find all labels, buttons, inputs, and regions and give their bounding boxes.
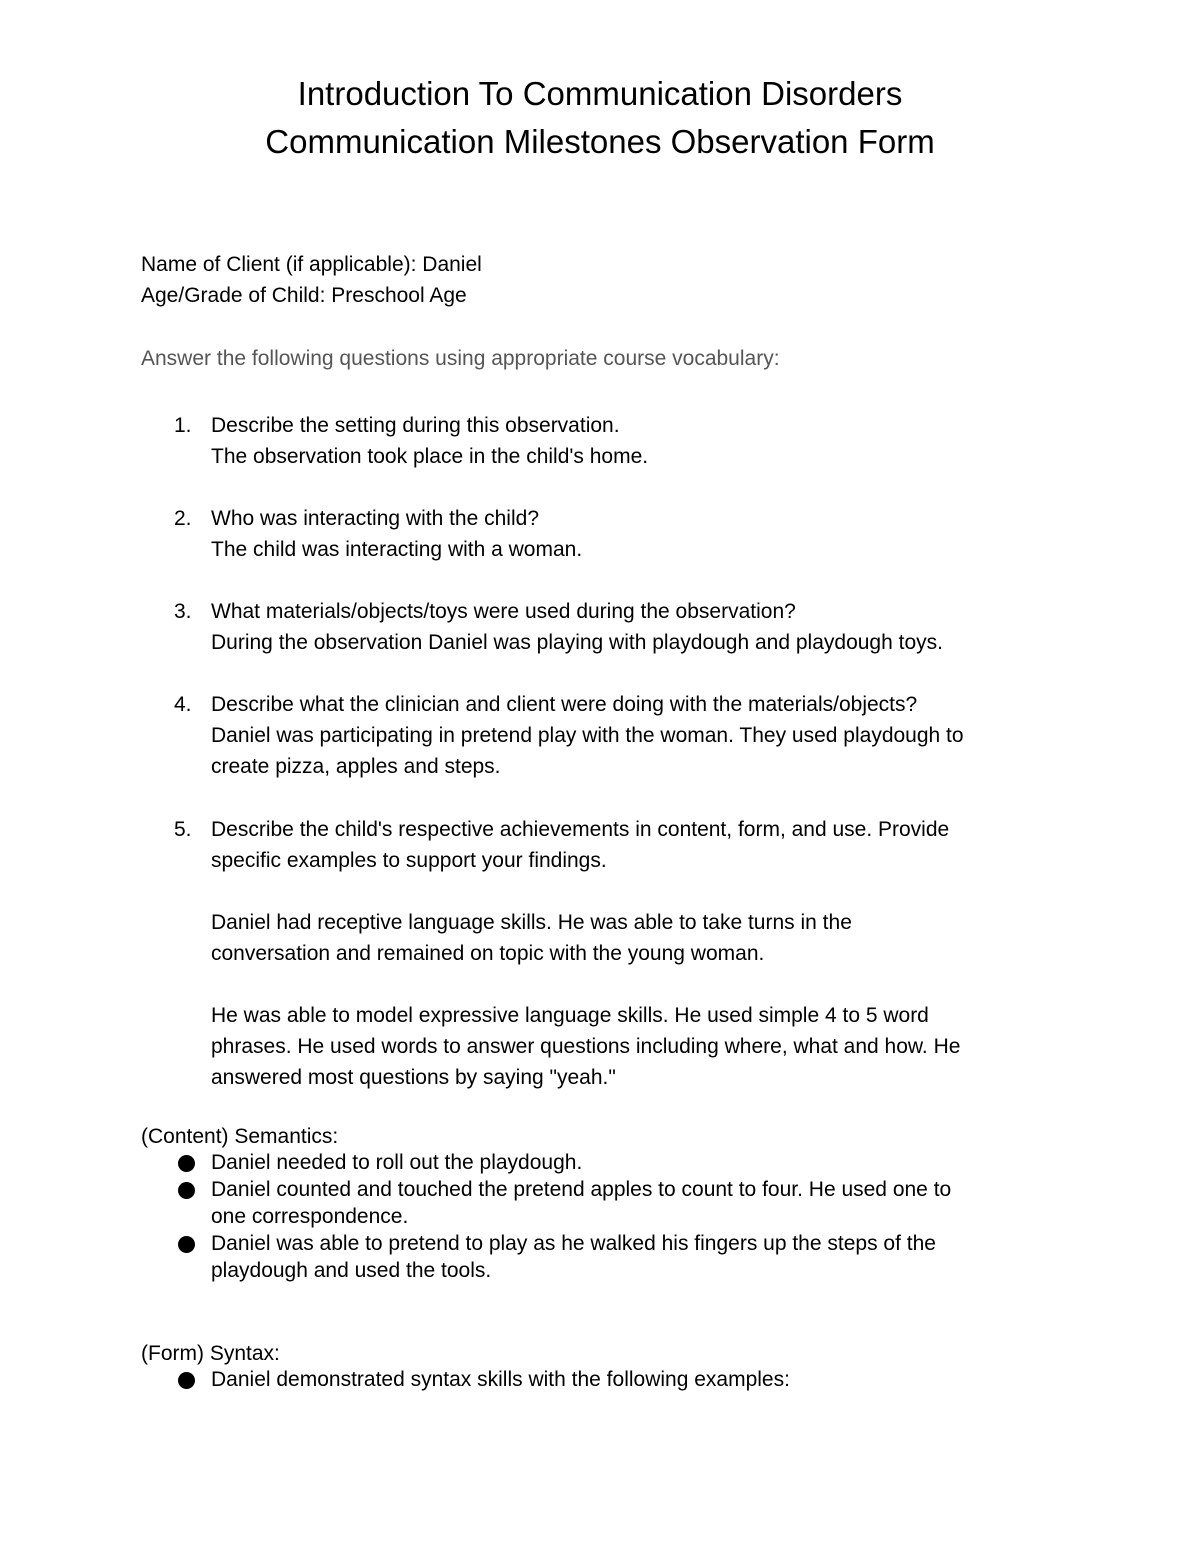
answer-text: During the observation Daniel was playing with playdough and playdough toys.	[211, 631, 943, 654]
instructions-text: Answer the following questions using appropriate course vocabulary:	[141, 347, 780, 370]
client-info	[141, 249, 482, 311]
list-item: Daniel needed to roll out the playdough.	[174, 1149, 1074, 1176]
syntax-heading: (Form) Syntax:	[141, 1342, 280, 1365]
answer-paragraph-line: conversation and remained on topic with the young woman.	[211, 942, 765, 965]
bullet-icon	[178, 1236, 195, 1253]
answer-paragraph-line: Daniel had receptive language skills. He was able to take turns in the	[211, 911, 852, 934]
question-number: 3.	[174, 600, 192, 623]
client-age-line: Age/Grade of Child: Preschool Age	[141, 284, 467, 307]
answer-paragraph-line: answered most questions by saying "yeah."	[211, 1066, 616, 1089]
question-text: Describe the setting during this observation.	[211, 414, 620, 437]
question-text: What materials/objects/toys were used during the observation?	[211, 600, 796, 623]
answer-text-line: Daniel was participating in pretend play with the woman. They used playdough to	[211, 724, 964, 747]
list-item: Daniel counted and touched the pretend apples to count to four. He used one to one correspondence.	[174, 1176, 1074, 1230]
form-title: Communication Milestones Observation Form	[265, 123, 935, 160]
answer-text: The child was interacting with a woman.	[211, 538, 583, 561]
course-title: Introduction To Communication Disorders	[297, 75, 903, 112]
answer-paragraph-line: He was able to model expressive language skills. He used simple 4 to 5 word	[211, 1004, 929, 1027]
client-name-line: Name of Client (if applicable): Daniel	[141, 253, 482, 276]
semantics-heading: (Content) Semantics:	[141, 1125, 339, 1148]
question-number: 4.	[174, 693, 192, 716]
bullet-icon	[178, 1182, 195, 1199]
document-title	[0, 70, 1200, 166]
answer-text: The observation took place in the child's home.	[211, 445, 649, 468]
question-text: Who was interacting with the child?	[211, 507, 539, 530]
answer-paragraph-line: phrases. He used words to answer questions including where, what and how. He	[211, 1035, 961, 1058]
question-text: Describe what the clinician and client were doing with the materials/objects?	[211, 693, 918, 716]
question-number: 5.	[174, 818, 192, 841]
question-number: 1.	[174, 414, 192, 437]
question-text-line: Describe the child's respective achievements in content, form, and use. Provide	[211, 818, 950, 841]
bullet-icon	[178, 1372, 195, 1389]
list-item: Daniel was able to pretend to play as he walked his fingers up the steps of the playdough and used the tools.	[174, 1230, 1074, 1284]
semantics-list	[174, 1149, 1074, 1284]
syntax-list	[174, 1366, 1074, 1393]
question-number: 2.	[174, 507, 192, 530]
question-text-line: specific examples to support your findings.	[211, 849, 607, 872]
bullet-icon	[178, 1155, 195, 1172]
list-item: Daniel demonstrated syntax skills with the following examples:	[174, 1366, 1074, 1393]
answer-text-line: create pizza, apples and steps.	[211, 755, 501, 778]
